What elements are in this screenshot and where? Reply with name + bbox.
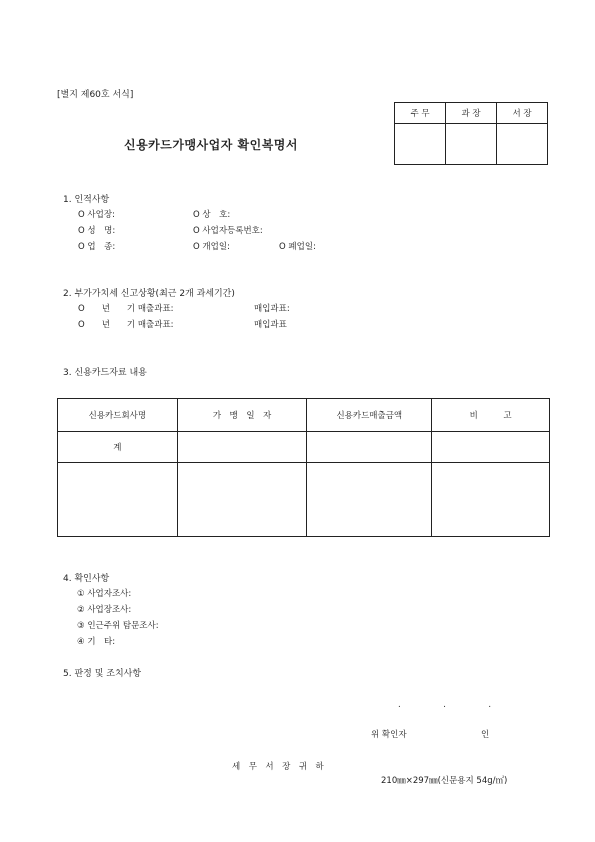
open-date-label: O 개업일: — [193, 242, 230, 252]
recipient-label: 세 무 서 장 귀 하 — [232, 762, 324, 772]
approval-header-manager: 주 무 — [395, 103, 446, 124]
check-other: ④ 기 타: — [77, 637, 116, 647]
name-label: O 성 명: — [78, 226, 116, 236]
trade-name-label: O 상 호: — [193, 210, 231, 220]
join-date-cell[interactable] — [177, 463, 307, 537]
check-business-site: ② 사업장조사: — [77, 605, 132, 615]
date-line: . . . — [398, 700, 492, 710]
document-title: 신용카드가맹사업자 확인복명서 — [124, 138, 298, 152]
business-place-label: O 사업장: — [78, 210, 115, 220]
col-header-card-company: 신용카드회사명 — [58, 399, 178, 432]
confirmer-label: 위 확인자 — [371, 730, 407, 740]
period2-sales-label: O 년 기 매출과표: — [78, 320, 174, 330]
close-date-label: O 폐업일: — [279, 242, 316, 252]
period1-purchase-label: 매입과표: — [254, 304, 290, 314]
approval-sign-director[interactable] — [497, 124, 548, 165]
section4-heading: 4. 확인사항 — [63, 574, 110, 584]
sum-label: 계 — [58, 432, 178, 463]
sum-amount-cell[interactable] — [307, 432, 432, 463]
col-header-join-date: 가 맹 일 자 — [177, 399, 307, 432]
section2-heading: 2. 부가가치세 신고상황(최근 2개 과세기간) — [63, 289, 235, 299]
period2-purchase-label: 매입과표 — [254, 320, 287, 330]
industry-label: O 업 종: — [78, 242, 116, 252]
section3-heading: 3. 신용카드자료 내용 — [63, 368, 147, 378]
form-number: [별지 제60호 서식] — [57, 90, 134, 100]
remarks-cell[interactable] — [432, 463, 550, 537]
card-data-table — [57, 398, 550, 537]
approval-box — [394, 102, 548, 165]
check-neighborhood: ③ 인근주위 탐문조사: — [77, 621, 159, 631]
approval-sign-section-chief[interactable] — [446, 124, 497, 165]
card-company-cell[interactable] — [58, 463, 178, 537]
sum-join-date-cell[interactable] — [177, 432, 307, 463]
approval-header-section-chief: 과 장 — [446, 103, 497, 124]
amount-cell[interactable] — [307, 463, 432, 537]
col-header-sales-amount: 신용카드매출금액 — [307, 399, 432, 432]
col-header-remarks: 비 고 — [432, 399, 550, 432]
sum-remarks-cell[interactable] — [432, 432, 550, 463]
seal-label: 인 — [481, 730, 490, 740]
paper-spec: 210㎜×297㎜(신문용지 54g/㎡) — [381, 776, 508, 786]
registration-number-label: O 사업자등록번호: — [193, 226, 263, 236]
check-business-owner: ① 사업자조사: — [77, 589, 132, 599]
section5-heading: 5. 판정 및 조치사항 — [63, 669, 142, 679]
period1-sales-label: O 년 기 매출과표: — [78, 304, 174, 314]
approval-header-director: 서 장 — [497, 103, 548, 124]
approval-sign-manager[interactable] — [395, 124, 446, 165]
section1-heading: 1. 인적사항 — [63, 195, 110, 205]
